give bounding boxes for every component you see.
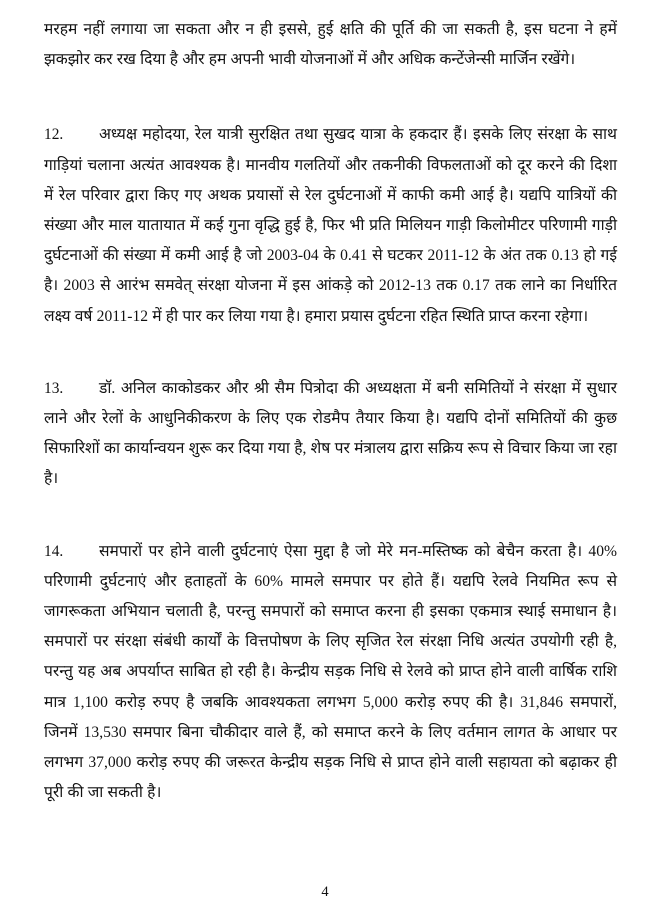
paragraph-13-number: 13. [44,379,64,397]
paragraph-12-text: अध्यक्ष महोदया, रेल यात्री सुरक्षित तथा सुखद यात्रा के हकदार हैं। इसके लिए संरक्षा के साथ गाड़ियां चलाना अत्यंत आवश्यक है। मानवीय गलतियों और तकनीकी विफलताओं को दूर करने की दिशा में रेल परिवार द्वारा किए गए अथक प्रयासों से रेल दुर्घटनाओं में काफी कमी आई है। यद्यपि यात्रियों की संख्या और माल यातायात में कई गुना वृद्धि हुई है, फिर भी प्रति मिलियन गाड़ी किलोमीटर परिणामी गाड़ी दुर्घटनाओं की संख्या में कमी आई है जो 2003-04 के 0.41 से घटकर 2011-12 के अंत तक 0.13 हो गई है। 2003 से आरंभ समवेत् संरक्षा योजना में इस आंकड़े को 2012-13 तक 0.17 तक लाने का निर्धारित लक्ष्य वर्ष 2011-12 में ही पार कर लिया गया है। हमारा प्रयास दुर्घटना रहित स्थिति प्राप्त करना रहेगा। [44,126,617,325]
paragraph-12 [44,120,617,331]
document-body [44,15,617,808]
paragraph-14-number: 14. [44,542,64,560]
paragraph-spacer [44,75,617,120]
paragraph-13-text: डॉ. अनिल काकोडकर और श्री सैम पित्रोदा की अध्यक्षता में बनी समितियों ने संरक्षा में सुधार लाने और रेलों के आधुनिकीकरण के लिए एक रोडमैप तैयार किया है। यद्यपि दोनों समितियों की कुछ सिफारिशों का कार्यान्वयन शुरू कर दिया गया है, शेष पर मंत्रालय द्वारा सक्रिय रूप से विचार किया जा रहा है। [44,379,617,488]
paragraph-spacer [44,495,617,537]
paragraph-12-number: 12. [44,126,64,144]
paragraph-13 [44,374,617,495]
paragraph-continuation: मरहम नहीं लगाया जा सकता और न ही इससे, हुई क्षति की पूर्ति की जा सकती है, इस घटना ने हमें झकझोर कर रख दिया है और हम अपनी भावी योजनाओं में और अधिक कन्टेंजेन्सी मार्जिन रखेंगे। [44,21,617,69]
paragraph-14 [44,537,617,809]
paragraph-14-text: समपारों पर होने वाली दुर्घटनाएं ऐसा मुद्दा है जो मेरे मन-मस्तिष्क को बेचैन करता है। 40% परिणामी दुर्घटनाएं और हताहतों के 60% मामले समपार पर होते हैं। यद्यपि रेलवे नियमित रूप से जागरूकता अभियान चलाती है, परन्तु समपारों को समाप्त करना ही इसका एकमात्र स्थाई समाधान है। समपारों पर संरक्षा संबंधी कार्यों के वित्तपोषण के लिए सृजित रेल संरक्षा निधि अत्यंत उपयोगी रही है, परन्तु यह अब अपर्याप्त साबित हो रही है। केन्द्रीय सड़क निधि से रेलवे को प्राप्त होने वाली वार्षिक राशि मात्र 1,100 करोड़ रुपए है जबकि आवश्यकता लगभग 5,000 करोड़ रुपए की है। 31,846 समपारों, जिनमें 13,530 समपार बिना चौकीदार वाले हैं, को समाप्त करने के लिए वर्तमान लागत के आधार पर लगभग 37,000 करोड़ रुपए की जरूरत केन्द्रीय सड़क निधि से प्राप्त होने वाली सहायता को बढ़ाकर ही पूरी की जा सकती है। [44,542,617,802]
page-number: 4 [321,884,329,900]
paragraph-spacer [44,332,617,374]
